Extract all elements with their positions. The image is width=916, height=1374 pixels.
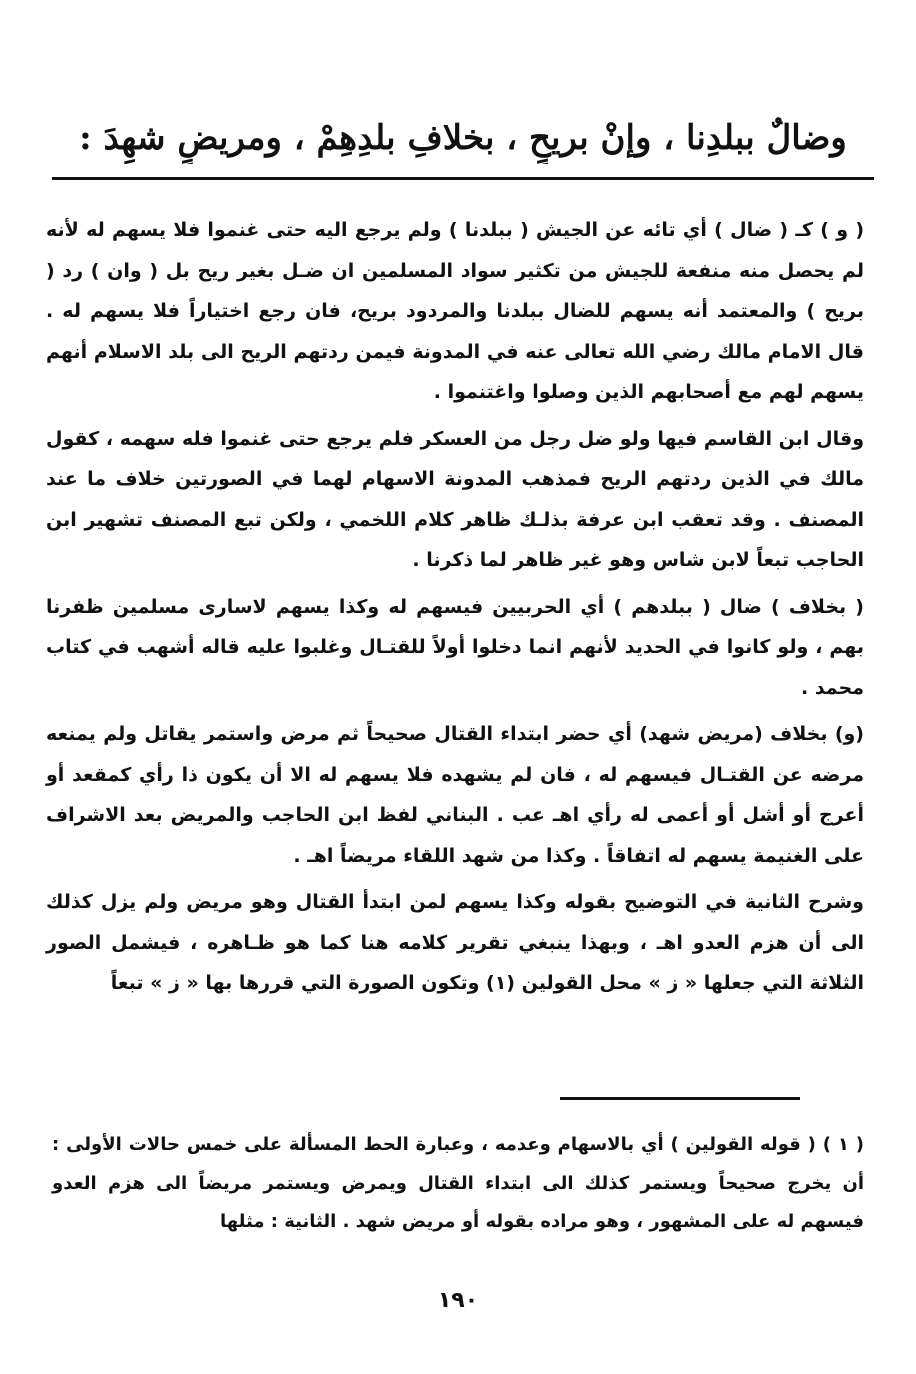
commentary-paragraph: وشرح الثانية في التوضيح بقوله وكذا يسهم لمن ابتدأ القتال وهو مريض ولم يزل كذلك الى أن هزم العدو اهـ ، وبهذا ينبغي تقرير كلامه هنا كما هو ظـاهره ، فيشمل الصور الثلاثة التي جعلها « ز » محل القولين (١) وتكون الصورة التي قررها بها « ز » تبعاً [46,891,864,994]
footnote-divider [560,1097,800,1100]
footnote: ( ١ ) ( قوله القولين ) أي بالاسهام وعدمه ، وعبارة الحط المسألة على خمس حالات الأولى : أن يخرج صحيحاً ويستمر كذلك الى ابتداء القتال ويمرض ويستمر مريضاً الى هزم العدو فيسهم له على المشهور ، وهو مراده بقوله أو مريض شهد . الثانية : مثلها [52,1134,865,1232]
commentary-paragraph: (و) بخلاف (مريض شهد) أي حضر ابتداء القتال صحيحاً ثم مرض واستمر يقاتل ولم يمنعه مرضه عن القتـال فيسهم له ، فان لم يشهده فلا يسهم له الا أن يكون ذا رأي كمقعد أو أعرج أو أشل أو أعمى له رأي اهـ عب . البناني لفظ ابن الحاجب والمريض بعد الاشراف على الغنيمة يسهم له اتفاقاً . وكذا من شهد اللقاء مريضاً اهـ . [46,723,864,867]
matn-verse-header: وضالٌ ببلدِنا ، وإنْ بريحٍ ، بخلافِ بلدِهِمْ ، ومريضٍ شهِدَ : [79,118,847,158]
header-divider [52,177,874,180]
commentary-paragraph: ( و ) كـ ( ضال ) أي تائه عن الجيش ( ببلدنا ) ولم يرجع اليه حتى غنموا فلا يسهم له لأنه لم يحصل منه منفعة للجيش من تكثير سواد المسلمين ان ضـل بغير ريح بل ( وان ) رد ( بريح ) والمعتمد أنه يسهم للضال ببلدنا والمردود بريح، فان رجع اختياراً فلا يسهم له . قال الامام مالك رضي الله تعالى عنه في المدونة فيمن ردتهم الريح الى بلد الاسلام أنهم يسهم لهم مع أصحابهم الذين وصلوا واغتنموا . [46,219,864,403]
commentary-paragraph: وقال ابن القاسم فيها ولو ضل رجل من العسكر فلم يرجع حتى غنموا فله سهمه ، كقول مالك في الذين ردتهم الريح فمذهب المدونة الاسهام لهما في الصورتين خلاف ما عند المصنف . وقد تعقب ابن عرفة بذلـك ظاهر كلام اللخمي ، ولكن تبع المصنف تشهير ابن الحاجب تبعاً لابن شاس وهو غير ظاهر لما ذكرنا . [46,427,864,571]
page-number: ١٩٠ [437,1288,479,1313]
commentary-paragraph: ( بخلاف ) ضال ( ببلدهم ) أي الحربيين فيسهم له وكذا يسهم لاسارى مسلمين ظفرنا بهم ، ولو كانوا في الحديد لأنهم انما دخلوا أولاً للقتـال وغلبوا عليه قاله أشهب في كتاب محمد . [46,595,864,699]
commentary-body [46,210,864,1010]
